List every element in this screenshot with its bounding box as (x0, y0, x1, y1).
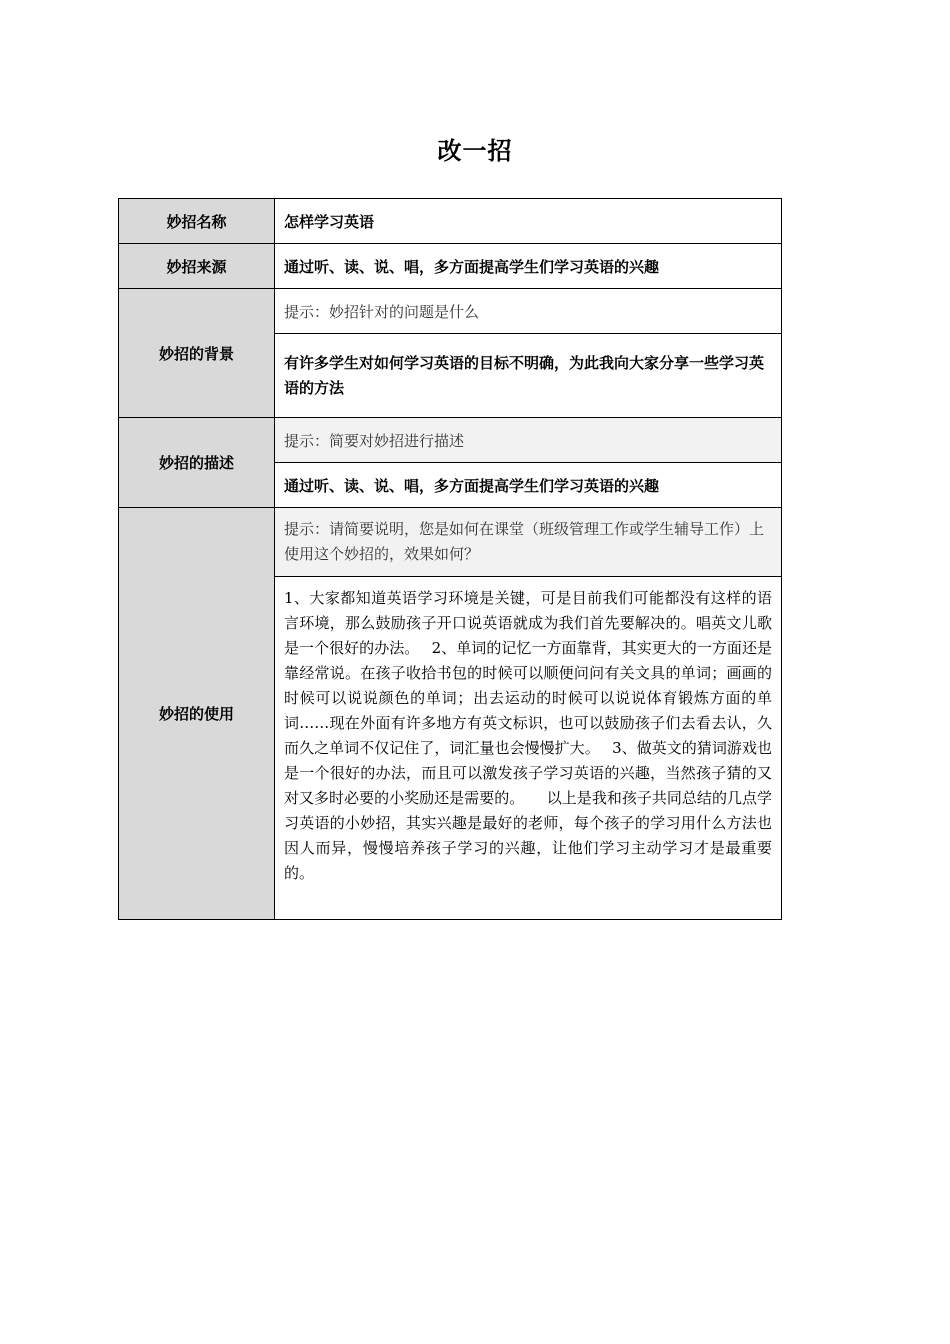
label-name: 妙招名称 (119, 199, 275, 244)
row-description-hint (119, 418, 782, 463)
row-usage-hint (119, 508, 782, 577)
label-description: 妙招的描述 (119, 418, 275, 508)
row-source (119, 244, 782, 289)
hint-usage: 提示：请简要说明，您是如何在课堂（班级管理工作或学生辅导工作）上使用这个妙招的，效果如何？ (275, 508, 782, 577)
value-description: 通过听、读、说、唱，多方面提高学生们学习英语的兴趣 (275, 463, 782, 508)
row-name (119, 199, 782, 244)
value-source: 通过听、读、说、唱，多方面提高学生们学习英语的兴趣 (275, 244, 782, 289)
page-title: 改一招 (437, 137, 513, 165)
label-usage: 妙招的使用 (119, 508, 275, 920)
label-source: 妙招来源 (119, 244, 275, 289)
value-usage: 1、大家都知道英语学习环境是关键，可是目前我们可能都没有这样的语言环境，那么鼓励孩子开口说英语就成为我们首先要解决的。唱英文儿歌是一个很好的办法。 2、单词的记忆一方面靠背，其实更大的一方面还是靠经常说。在孩子收拾书包的时候可以顺便问问有关文具的单词；画画的时候可以说说颜色的单词；出去运动的时候可以说说体育锻炼方面的单词……现在外面有许多地方有英文标识，也可以鼓励孩子们去看去认，久而久之单词不仅记住了，词汇量也会慢慢扩大。 3、做英文的猜词游戏也是一个很好的办法，而且可以激发孩子学习英语的兴趣，当然孩子猜的又对又多时必要的小奖励还是需要的。 以上是我和孩子共同总结的几点学习英语的小妙招，其实兴趣是最好的老师，每个孩子的学习用什么方法也因人而异，慢慢培养孩子学习的兴趣，让他们学习主动学习才是最重要的。 (275, 577, 782, 920)
row-background-hint (119, 289, 782, 334)
value-background: 有许多学生对如何学习英语的目标不明确，为此我向大家分享一些学习英语的方法 (275, 334, 782, 418)
hint-description: 提示：简要对妙招进行描述 (275, 418, 782, 463)
value-name: 怎样学习英语 (275, 199, 782, 244)
tip-form-table (118, 198, 782, 920)
hint-background: 提示：妙招针对的问题是什么 (275, 289, 782, 334)
label-background: 妙招的背景 (119, 289, 275, 418)
